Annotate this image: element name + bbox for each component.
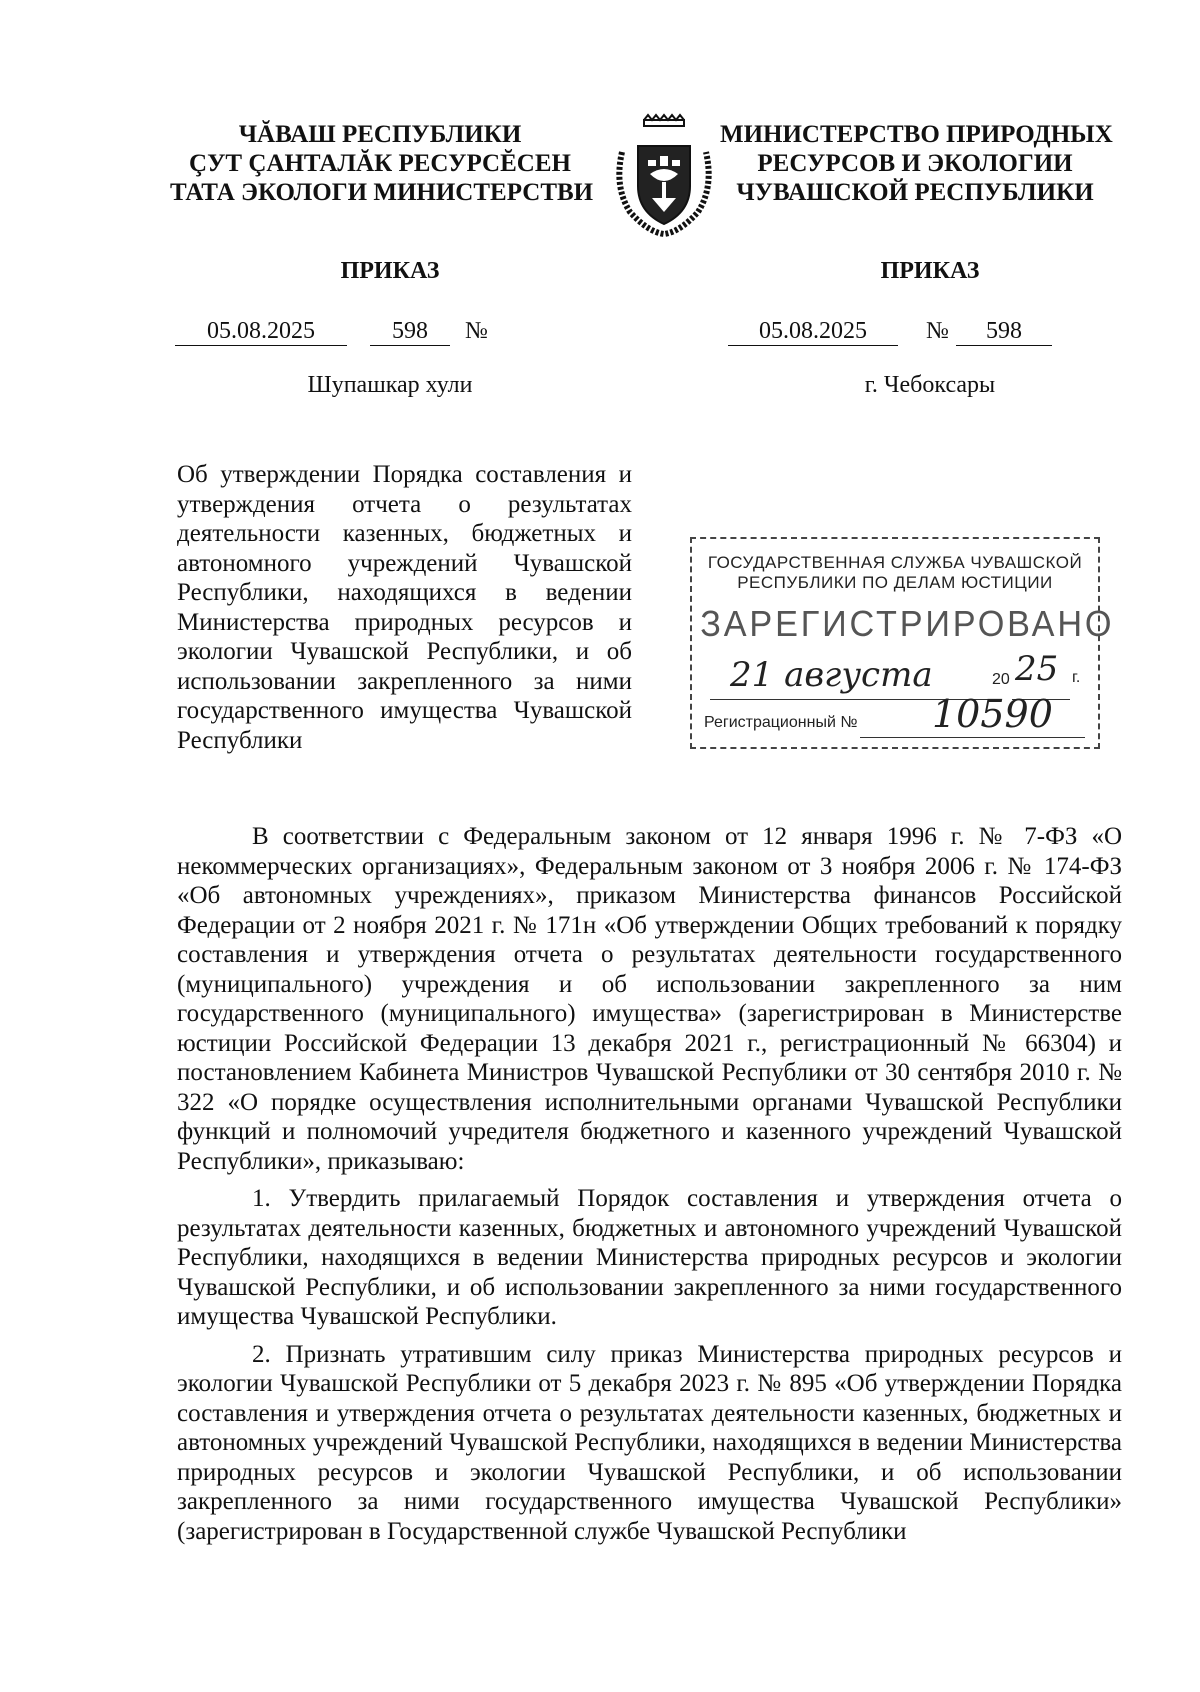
- doc-type-right: ПРИКАЗ: [880, 258, 980, 284]
- date-number-left: [175, 318, 505, 348]
- stamp-date: 21 августа: [730, 655, 933, 695]
- header-right: [720, 120, 1113, 207]
- stamp-year: 25: [1015, 649, 1059, 689]
- coat-of-arms-icon: [608, 112, 720, 237]
- date-right: 05.08.2025: [728, 318, 898, 346]
- body-paragraph: В соответствии с Федеральным законом от 12 января 1996 г. № 7-ФЗ «О некоммерческих организациях», Федеральным законом от 3 ноября 2006 г. № 174-ФЗ «Об автономных учреждениях», приказом Министерства финансов Российской Федерации от 2 ноября 2021 г. № 171н «Об утверждении Общих требований к порядку составления и утверждения отчета о результатах деятельности государственного (муниципального) учреждения и об использовании закрепленного за ним государственного (муниципального) имущества» (зарегистрирован в Министерстве юстиции Российской Федерации 13 декабря 2021 г., регистрационный № 66304) и постановлением Кабинета Министров Чувашской Республики от 30 сентября 2010 г. № 322 «О порядке осуществления исполнительными органами Чувашской Республики функций и полномочий учредителя бюджетного и казенного учреждений Чувашской Республики», приказываю:: [177, 823, 1122, 1175]
- number-left: 598: [370, 318, 450, 346]
- header-right-line: МИНИСТЕРСТВО ПРИРОДНЫХ: [720, 121, 1113, 148]
- header-right-line: ЧУВАШСКОЙ РЕСПУБЛИКИ: [736, 179, 1094, 206]
- stamp-status: ЗАРЕГИСТРИРОВАНО: [700, 603, 1115, 644]
- stamp-org-line: РЕСПУБЛИКИ ПО ДЕЛАМ ЮСТИЦИИ: [737, 573, 1053, 592]
- stamp-organization: [690, 553, 1100, 593]
- stamp-year-prefix: 20: [992, 671, 1010, 688]
- place-left: Шупашкар хули: [307, 372, 473, 398]
- registration-stamp: [690, 537, 1115, 749]
- date-left: 05.08.2025: [175, 318, 347, 346]
- stamp-org-line: ГОСУДАРСТВЕННАЯ СЛУЖБА ЧУВАШСКОЙ: [707, 553, 1083, 572]
- header-left-line: ÇУТ ÇАНТАЛĂК РЕСУРСĔСЕН: [189, 150, 571, 177]
- body-paragraph: 2. Признать утратившим силу приказ Министерства природных ресурсов и экологии Чувашской Республики от 5 декабря 2023 г. № 895 «Об утверждении Порядка составления и утверждения отчета о результатах деятельности казенных, бюджетных и автономных учреждений Чувашской Республики, находящихся в ведении Министерства природных ресурсов и экологии Чувашской Республики, и об использовании закрепленного за ними государственного имущества Чувашской Республики» (зарегистрирован в Государственной службе Чувашской Республики: [177, 1340, 1122, 1545]
- place-right: г. Чебоксары: [864, 372, 996, 398]
- number-sign-right: №: [926, 318, 949, 344]
- stamp-reg-line: [860, 737, 1085, 738]
- number-sign-left: №: [465, 318, 488, 344]
- header-right-line: РЕСУРСОВ И ЭКОЛОГИИ: [757, 150, 1073, 177]
- header-left-line: ТАТА ЭКОЛОГИ МИНИСТЕРСТВИ: [170, 179, 594, 206]
- header-left: [170, 120, 594, 207]
- order-subject: Об утверждении Порядка составления и утверждения отчета о результатах деятельности казенных, бюджетных и автономного учреждений Чувашской Республики, находящихся в ведении Министерства природных ресурсов и экологии Чувашской Республики, и об использовании закрепленного за ними государственного имущества Чувашской Республики: [177, 461, 632, 754]
- order-body: [177, 822, 1122, 1546]
- date-number-right: [728, 318, 1068, 348]
- stamp-reg-number: 10590: [932, 692, 1053, 736]
- stamp-reg-label: Регистрационный №: [704, 714, 858, 731]
- stamp-year-suffix: г.: [1072, 669, 1081, 686]
- body-paragraph: 1. Утвердить прилагаемый Порядок составления и утверждения отчета о результатах деятельности казенных, бюджетных и автономного учреждений Чувашской Республики, находящихся в ведении Министерства природных ресурсов и экологии Чувашской Республики, и об использовании закрепленного за ними государственного имущества Чувашской Республики.: [177, 1185, 1122, 1330]
- number-right: 598: [956, 318, 1052, 346]
- doc-type-left: ПРИКАЗ: [340, 258, 440, 284]
- header-left-line: ЧĂВАШ РЕСПУБЛИКИ: [238, 121, 522, 148]
